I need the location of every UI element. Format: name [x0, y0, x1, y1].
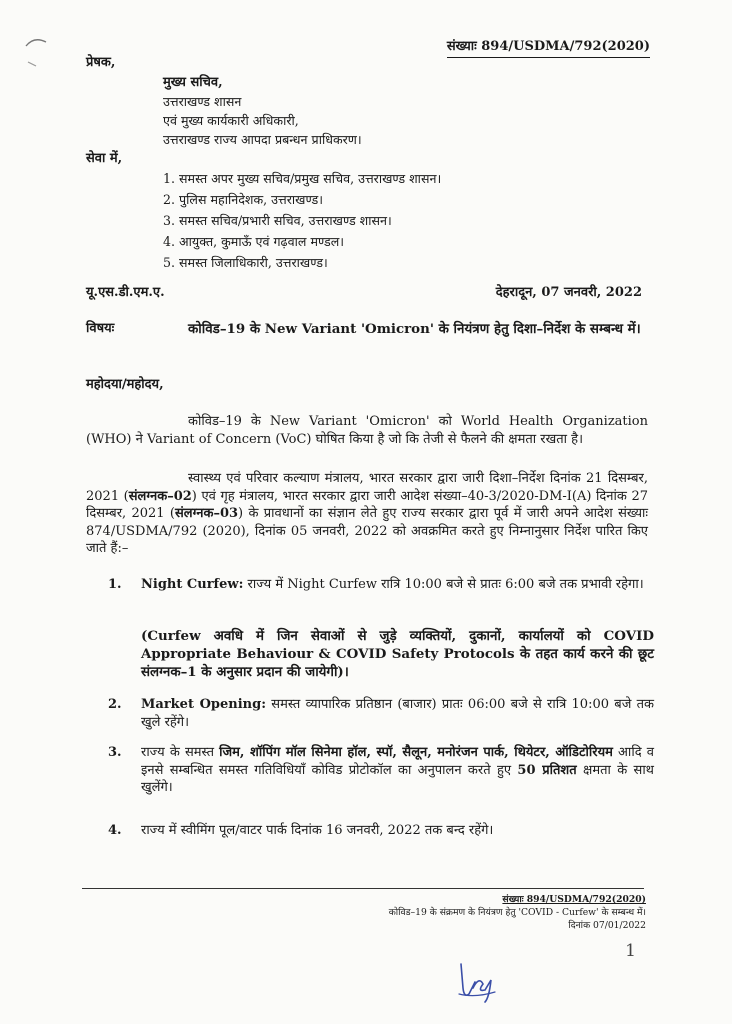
page-number: 1: [625, 941, 636, 961]
recipient-item: 3. समस्त सचिव/प्रभारी सचिव, उत्तराखण्ड शासन।: [163, 213, 392, 228]
place-date: देहरादून, 07 जनवरी, 2022: [495, 285, 642, 300]
recipient-item: 1. समस्त अपर मुख्य सचिव/प्रमुख सचिव, उत्तराखण्ड शासन।: [163, 171, 442, 186]
directive-item: [108, 576, 654, 594]
annexure-ref: संलग्नक–02: [128, 488, 192, 504]
recipient-list: [163, 170, 441, 275]
directive-number: 4.: [108, 823, 122, 838]
document-number: संख्याः 894/USDMA/792(2020): [447, 38, 650, 58]
directive-item: [108, 744, 654, 797]
directive-text: राज्य में Night Curfew रात्रि 10:00 बजे से प्रातः 6:00 बजे तक प्रभावी रहेगा।: [243, 577, 644, 592]
para2-text: स्वास्थ्य एवं परिवार कल्याण मंत्रालय, भारत सरकार द्वारा जारी दिशा–निर्देश दिनांक 21 दिसम्बर, 2021 (: [86, 471, 648, 504]
directive-text: राज्य के समस्त: [141, 745, 220, 760]
directive-text: राज्य में स्वीमिंग पूल/वाटर पार्क दिनांक 16 जनवरी, 2022 तक बन्द रहेंगे।: [141, 823, 494, 838]
subject-text: कोविड–19 के New Variant 'Omicron' के नियंत्रण हेतु दिशा–निर्देश के सम्बन्ध में।: [188, 321, 641, 337]
para2-text: ) के प्रावधानों का संज्ञान लेते हुए राज्य सरकार द्वारा पूर्व में जारी अपने आदेश संख्याः 874/USDMA/792 (2020), दिनांक 05 जनवरी, 2022 को अवक्रमित करते हुए निम्नानुसार निर्देश पारित किए जाते हैं:–: [86, 506, 649, 557]
footer-date: दिनांक 07/01/2022: [568, 919, 646, 931]
directive-number: 3.: [108, 745, 122, 760]
directive-text: समस्त व्यापारिक प्रतिष्ठान (बाजार) प्रातः 06:00 बजे से रात्रि 10:00 बजे तक खुले रहेंगे।: [141, 697, 655, 730]
directive-text: आदि व इनसे सम्बन्धित समस्त गतिविधियाँ कोविड प्रोटोकॉल का अनुपालन करते हुए: [141, 745, 654, 778]
footer-block: [389, 894, 646, 933]
recipient-item: 2. पुलिस महानिदेशक, उत्तराखण्ड।: [163, 192, 323, 207]
from-title: मुख्य सचिव,: [163, 75, 223, 90]
directive-heading: जिम, शॉपिंग मॉल सिनेमा हॉल, स्पॉ, सैलून, मनोरंजन पार्क, थियेटर, ऑडिटोरियम: [219, 745, 613, 760]
from-line-3: उत्तराखण्ड राज्य आपदा प्रबन्धन प्राधिकरण।: [163, 132, 362, 147]
directive-text: क्षमता के साथ खुलेंगे।: [141, 762, 654, 796]
directive-number: 1.: [108, 577, 122, 592]
body-paragraph-1: कोविड–19 के New Variant 'Omicron' को World Health Organization (WHO) ने Variant of Concern (VoC) घोषित किया है जो कि तेजी से फैलने की क्षमता रखता है।: [86, 414, 648, 447]
para2-text: ) एवं गृह मंत्रालय, भारत सरकार द्वारा जारी आदेश संख्या–40-3/2020-DM-I(A) दिनांक 27 दिसम्बर, 2021 (: [86, 488, 648, 522]
directive-note-text: (Curfew अवधि में जिन सेवाओं से जुड़े व्यक्तियों, दुकानों, कार्यालयों को COVID Appropriate Behaviour & COVID Safety Protocols के तहत कार्य करने की छूट संलग्नक–1 के अनुसार प्रदान की जायेगी)।: [141, 628, 654, 681]
footer-ref: संख्याः 894/USDMA/792(2020): [502, 894, 646, 905]
recipient-item: 4. आयुक्त, कुमाऊँ एवं गढ़वाल मण्डल।: [163, 234, 345, 249]
capacity-value: 50 प्रतिशत: [517, 762, 577, 778]
directive-item: [108, 822, 654, 840]
footer-subject: कोविड–19 के संक्रमण के नियंत्रण हेतु 'COVID - Curfew' के सम्बन्ध में।: [388, 906, 646, 918]
subject-label: विषयः: [86, 321, 115, 336]
directive-item: [108, 696, 654, 731]
directive-note: [108, 627, 654, 681]
body-paragraph-2: [86, 470, 648, 558]
scan-mark-icon: [22, 32, 52, 72]
from-label: प्रेषक,: [86, 55, 116, 70]
annexure-ref: संलग्नक–03: [175, 506, 239, 522]
from-line-1: उत्तराखण्ड शासन: [163, 94, 242, 109]
directive-number: 2.: [108, 697, 122, 712]
recipient-item: 5. समस्त जिलाधिकारी, उत्तराखण्ड।: [163, 255, 328, 270]
directive-heading: Night Curfew:: [141, 577, 244, 592]
footer-divider: [82, 888, 644, 889]
from-line-2: एवं मुख्य कार्यकारी अधिकारी,: [163, 113, 299, 128]
to-label: सेवा में,: [86, 151, 123, 166]
signature-initials-icon: [455, 958, 505, 1004]
directive-heading: Market Opening:: [141, 697, 267, 712]
salutation: महोदया/महोदय,: [86, 377, 164, 392]
org-short-name: यू.एस.डी.एम.ए.: [86, 285, 165, 300]
